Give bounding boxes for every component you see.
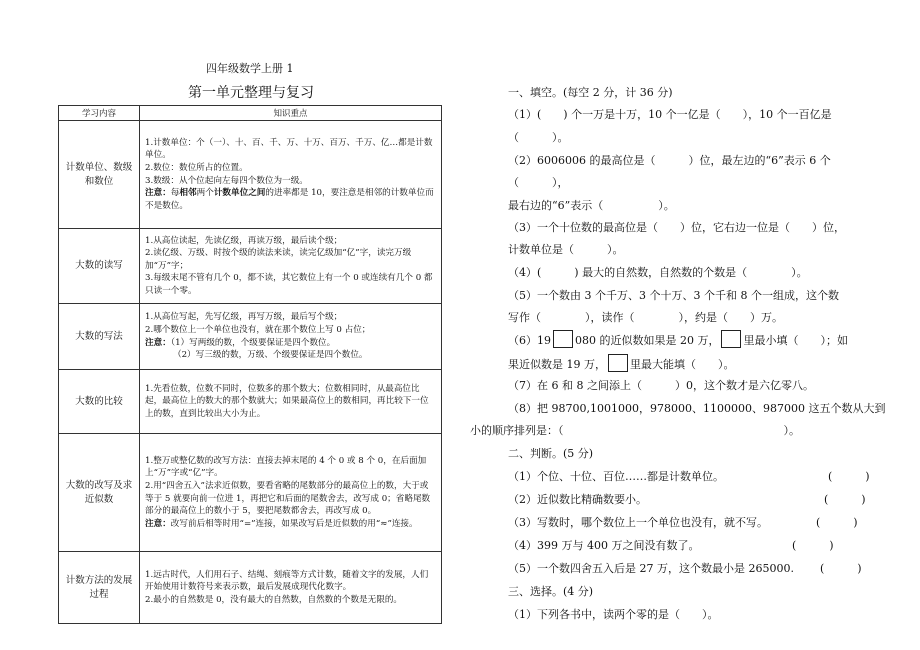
note-text: 每 (170, 188, 180, 199)
table-row (59, 121, 442, 229)
content-line: 2.用“四舍五入”法求近似数，要看省略的尾数部分的最高位上的数，大于或等于 5 就要向前一位进 1，再把它和后面的尾数舍去，改写成 0；省略尾数部分的最高位上的数小于 5，要把尾数都舍去，再改写成 0。 (145, 480, 431, 517)
question-6-cont (508, 354, 735, 372)
note-text: （1）写两级的数，个级要保证是四个数位。 (170, 337, 336, 348)
question-5: （5）一个数由 3 个千万、3 个十万、3 个千和 8 个一组成，这个数 (508, 289, 839, 302)
note-line (145, 518, 436, 531)
column-header-topic: 学习内容 (59, 106, 140, 121)
answer-box[interactable] (608, 354, 628, 372)
table-row (59, 370, 442, 434)
note-line (145, 187, 436, 212)
content-line: 1.计数单位：个（一）、十、百、千、万、十万、百万、千万、亿…都是计数单位。 (145, 137, 433, 161)
column-header-points: 知识重点 (140, 106, 442, 121)
question-1: （1）( ) 个一万是十万，10 个一亿是（ ），10 个一百亿是 (508, 108, 832, 121)
question-2-cont: 最右边的“6”表示（ ）。 (508, 199, 675, 212)
note-text: （2）写三级的数，万级、个级要保证是四个数位。 (173, 350, 368, 361)
section-judge-title: 二、判断。(5 分) (508, 447, 594, 460)
row-topic: 计数方法的发展过程 (59, 552, 140, 624)
judge-5: （5）一个数四舍五入后是 27 万，这个数最小是 265000. (508, 562, 794, 575)
note-line (145, 337, 436, 350)
judge-3: （3）写数时，哪个数位上一个单位也没有，就不写。 (508, 516, 768, 529)
question-3: （3）一个十位数的最高位是（ ）位，它右边一位是（ ）位， (508, 221, 845, 234)
table-row (59, 434, 442, 552)
table-header-row (59, 106, 442, 121)
content-line: 1.先看位数，位数不同时，位数多的那个数大；位数相同时，从最高位比起，最高位上的数大的那个数就大；如果最高位上的数相同，再比较下一位上的数，直到比较出大小为止。 (145, 383, 429, 419)
question-4: （4）( ) 最大的自然数，自然数的个数是（ ）。 (508, 266, 808, 279)
question-3-cont: 计数单位是（ ）。 (508, 243, 624, 256)
question-2-cont: （ ）， (508, 176, 569, 189)
content-line: 2.哪个数位上一个单位也没有，就在那个数位上写 0 占位； (145, 324, 371, 335)
question-2: （2）6006006 的最高位是（ ）位，最左边的“6”表示 6 个 (508, 154, 831, 167)
question-text: 080 的近似数如果是 20 万， (575, 334, 720, 347)
table-row (59, 229, 442, 304)
judge-4-answer[interactable]: ( ) (792, 539, 834, 552)
content-line: 2.读亿级、万级、时按个级的读法来读，读完亿级加“亿”字，读完万级加“万”字； (145, 248, 412, 271)
content-line: 1.从高位读起，先读亿级，再读万级，最后读个级； (145, 235, 343, 246)
answer-box[interactable] (553, 330, 573, 348)
content-line: 1.整万或整亿数的改写方法：直接去掉末尾的 4 个 0 或 8 个 0，在后面加上“万”字或“亿”字。 (145, 455, 427, 479)
row-content (140, 229, 442, 304)
note-text: 的进率都是 10，要注意是相邻的计数单位而不是数位。 (145, 188, 434, 211)
note-bold: 计数单位之间 (213, 188, 266, 199)
note-label: 注意： (145, 188, 171, 199)
page-title: 第一单元整理与复习 (188, 85, 314, 101)
choice-1: （1）下列各书中，读两个零的是（ ）。 (508, 608, 719, 621)
question-5-cont: 写作（ ），读作（ ），约是（ ）万。 (508, 311, 783, 324)
question-8: （8）把 98700,1001000，978000、1100000、987000 这五个数从大到 (508, 402, 886, 415)
note-label: 注意： (145, 337, 171, 348)
row-content (140, 552, 442, 624)
table-row (59, 552, 442, 624)
table-row (59, 304, 442, 370)
content-line: 1.远古时代，人们用石子、结绳、刻痕等方式计数，随着文字的发展，人们开始使用计数符号来表示数，最后发展成现代化数字。 (145, 569, 429, 593)
question-text: 果近似数是 19 万， (508, 358, 606, 371)
judge-1: （1）个位、十位、百位……都是计数单位。 (508, 470, 724, 483)
note-label: 注意： (145, 518, 171, 529)
row-topic: 大数的读写 (59, 229, 140, 304)
content-line: 2.最小的自然数是 0，没有最大的自然数，自然数的个数是无限的。 (145, 594, 403, 605)
question-6 (508, 330, 848, 348)
question-7: （7）在 6 和 8 之间添上（ ）0，这个数才是六亿零八。 (508, 379, 814, 392)
note-bold: 相邻 (179, 188, 197, 199)
judge-3-answer[interactable]: ( ) (816, 516, 858, 529)
row-content (140, 121, 442, 229)
judge-5-answer[interactable]: ( ) (820, 562, 862, 575)
note-text: 改写前后相等时用“=”连接，如果改写后是近似数的用“≈”连接。 (170, 518, 418, 529)
judge-2-answer[interactable]: ( ) (824, 493, 866, 506)
content-line: 2.数位：数位所占的位置。 (145, 162, 248, 173)
judge-1-answer[interactable]: ( ) (828, 470, 870, 483)
question-8-cont: 小的顺序排列是：（ ）。 (470, 424, 800, 437)
judge-2: （2）近似数比精确数要小。 (508, 493, 647, 506)
judge-4: （4）399 万与 400 万之间没有数了。 (508, 539, 700, 552)
content-line: 3.每级末尾不管有几个 0，都不读，其它数位上有一个 0 或连续有几个 0 都只读一个零。 (145, 273, 433, 296)
row-topic: 大数的比较 (59, 370, 140, 434)
section-fill-title: 一、填空。(每空 2 分，计 36 分) (508, 86, 673, 99)
row-topic: 大数的写法 (59, 304, 140, 370)
content-line: 1.从高位写起，先写亿级，再写万级，最后写个级； (145, 312, 343, 323)
row-content (140, 370, 442, 434)
question-1-cont: （ ）。 (508, 131, 569, 144)
summary-table (58, 105, 442, 624)
section-choice-title: 三、选择。(4 分) (508, 585, 594, 598)
question-text: 里最大能填（ ）。 (630, 358, 735, 371)
row-content (140, 434, 442, 552)
content-line: 3.数级：从个位起向左每四个数位为一级。 (145, 175, 308, 186)
question-text: 里最小填（ ）；如 (743, 334, 848, 347)
question-text: （6）19 (508, 334, 551, 347)
row-topic: 计数单位、数级和数位 (59, 121, 140, 229)
answer-box[interactable] (721, 330, 741, 348)
note-text: 两个 (196, 188, 214, 199)
page-header: 四年级数学上册 1 (206, 62, 294, 75)
row-topic: 大数的改写及求近似数 (59, 434, 140, 552)
row-content (140, 304, 442, 370)
